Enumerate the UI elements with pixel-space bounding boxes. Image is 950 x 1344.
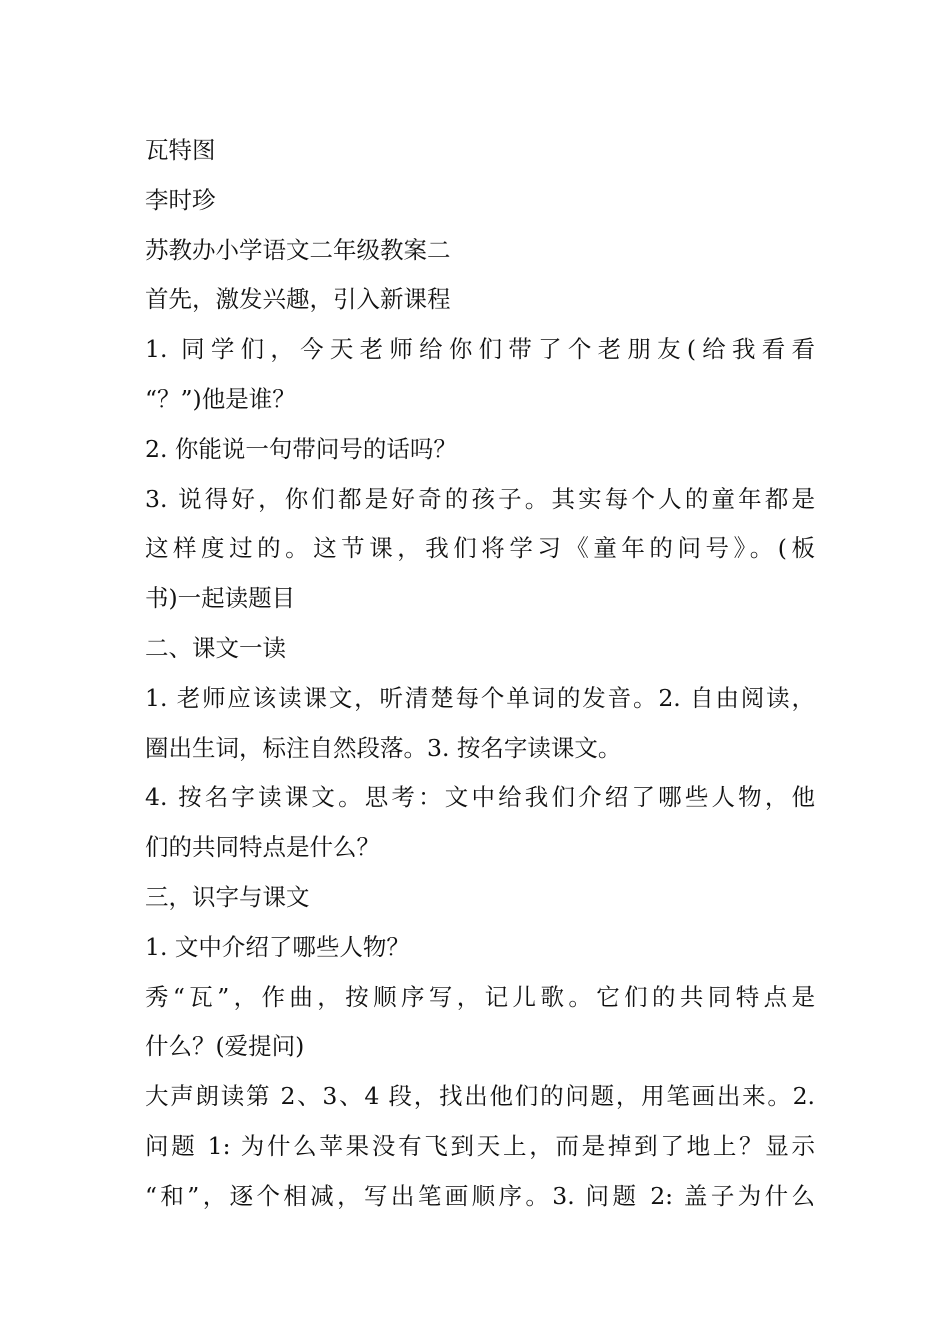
text-line: 书)一起读题目 [145, 584, 296, 613]
text-line: 3. 说得好，你们都是好奇的孩子。其实每个人的童年都是 [145, 484, 815, 513]
document-body [145, 126, 815, 1222]
text-line: 2. 你能说一句带问号的话吗？ [145, 434, 457, 463]
section-heading-2: 二、课文一读 [145, 633, 286, 662]
section-heading-1: 首先，激发兴趣，引入新课程 [145, 285, 451, 314]
text-line: 1. 同学们，今天老师给你们带了个老朋友(给我看看 [145, 335, 815, 364]
text-line-title-2: 李时珍 [145, 185, 216, 214]
text-line: 秀“瓦”，作曲，按顺序写，记儿歌。它们的共同特点是 [145, 982, 815, 1011]
text-line: 圈出生词，标注自然段落。3. 按名字读课文。 [145, 733, 622, 762]
text-line: 大声朗读第 2、3、4 段，找出他们的问题，用笔画出来。2. [145, 1082, 815, 1111]
text-line: 这样度过的。这节课，我们将学习《童年的问号》。(板 [145, 534, 815, 563]
text-line: “和”，逐个相减，写出笔画顺序。3. 问题 2: 盖子为什么 [145, 1181, 815, 1210]
text-line: 们的共同特点是什么？ [145, 833, 380, 862]
text-line: 什么？(爱提问) [145, 1032, 305, 1061]
text-line-heading: 苏教办小学语文二年级教案二 [145, 235, 451, 264]
text-line: 1. 文中介绍了哪些人物？ [145, 932, 410, 961]
text-line: 1. 老师应该读课文，听清楚每个单词的发音。2. 自由阅读， [145, 683, 815, 712]
text-line: 4. 按名字读课文。思考：文中给我们介绍了哪些人物，他 [145, 783, 815, 812]
text-line: “？”)他是谁？ [145, 384, 296, 413]
section-heading-3: 三，识字与课文 [145, 882, 310, 911]
text-line-title-1: 瓦特图 [145, 136, 216, 164]
text-line: 问题 1: 为什么苹果没有飞到天上，而是掉到了地上？显示 [145, 1131, 815, 1160]
